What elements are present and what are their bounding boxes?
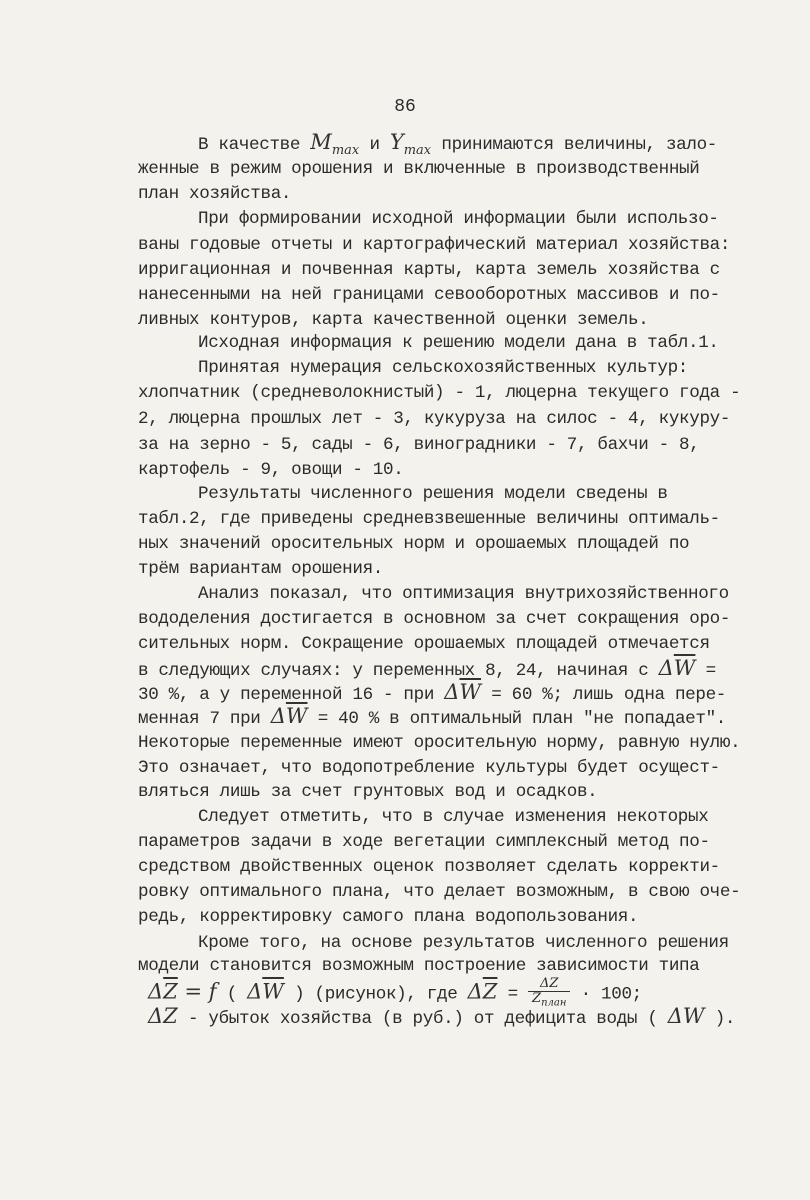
formula-delta-z: ΔZ: [148, 1004, 178, 1028]
text-line: 30 %, а у переменной 16 - при $\Delta\overline{W} = 60$ %; лишь одна пере-: [138, 680, 727, 705]
text-line: редь, корректировку самого плана водопользования.: [138, 907, 639, 927]
text-line: нанесенными на ней границами севооборотных массивов и по-: [138, 285, 720, 305]
text-line: 2, люцерна прошлых лет - 3, кукуруза на силос - 4, кукуру-: [138, 409, 731, 429]
formula-delta-w: $\Delta\overline{W}$: [658, 656, 696, 680]
text-line: вододеления достигается в основном за счет сокращения оро-: [138, 609, 731, 629]
formula-delta-z: $\Delta\overline{Z}$: [467, 979, 498, 1004]
text-line: средством двойственных оценок позволяет сделать корректи-: [138, 857, 720, 877]
text-line: модели становится возможным построение зависимости типа: [138, 956, 700, 976]
text-line: Это означает, что водопотребление культуры будет осущест-: [138, 758, 720, 778]
text-line: ваны годовые отчеты и картографический материал хозяйства:: [138, 235, 731, 255]
text-line: В качестве $M_{max}$ и $Y_{max}$ принимаются величины, зало-: [198, 130, 717, 159]
formula-delta-w: $\Delta\overline{W}$: [247, 979, 284, 1004]
text-line: Некоторые переменные имеют оросительную норму, равную нулю.: [138, 733, 741, 753]
text-line: ровку оптимального плана, что делает возможным, в свою оче-: [138, 882, 741, 902]
text-line: ирригационная и почвенная карты, карта земель хозяйства с: [138, 260, 720, 280]
formula-y-max: $Y_{max}$: [389, 130, 432, 159]
text-line: ных значений оросительных норм и орошаемых площадей по: [138, 534, 690, 554]
text-line: Анализ показал, что оптимизация внутрихозяйственного: [198, 584, 729, 604]
text-line: ливных контуров, карта качественной оценки земель.: [138, 310, 649, 330]
formula-delta-w: ΔW: [667, 1004, 705, 1028]
text-line: картофель - 9, овощи - 10.: [138, 460, 404, 480]
text-line: При формировании исходной информации были использо-: [198, 209, 719, 229]
formula-m-max: $M_{max}$: [310, 130, 360, 159]
text-line: за на зерно - 5, сады - 6, виноградники - 7, бахчи - 8,: [138, 435, 700, 455]
page-number: 86: [394, 97, 416, 117]
text-line: сительных норм. Сокращение орошаемых площадей отмечается: [138, 634, 710, 654]
text-line: менная 7 при $\Delta\overline{W} = 40$ % в оптимальный план "не попадает".: [138, 704, 727, 729]
formula-delta-z: $\Delta\overline{Z} = f$: [148, 979, 217, 1004]
text-line: Результаты численного решения модели сведены в: [198, 484, 668, 504]
text-line: в следующих случаях: у переменных 8, 24, начиная с $\Delta\overline{W}$ =: [138, 656, 716, 681]
text-line: трём вариантам орошения.: [138, 559, 383, 579]
text-line: Кроме того, на основе результатов численного решения: [198, 933, 729, 953]
text-line: параметров задачи в ходе вегетации симплексный метод по-: [138, 832, 710, 852]
text-line: план хозяйства.: [138, 184, 292, 204]
text-line: хлопчатник (средневолокнистый) - 1, люцерна текущего года -: [138, 383, 741, 403]
formula-line: $\Delta\overline{Z} = f$ ( $\Delta\overline{W}$ ) (рисунок), где $\Delta\overline{Z}$ = $\frac{\Delta Z}{Z_{план}}$ · 100;: [148, 976, 642, 1009]
formula-fraction: $\frac{\Delta Z}{Z_{план}}$: [528, 977, 570, 1011]
text-line: женные в режим орошения и включенные в производственный: [138, 159, 700, 179]
formula-delta-w: $\Delta\overline{W}$: [270, 704, 308, 728]
formula-delta-w: $\Delta\overline{W}$: [444, 680, 482, 704]
text-line: Принятая нумерация сельскохозяйственных культур:: [198, 358, 688, 378]
text-line: вляться лишь за счет грунтовых вод и осадков.: [138, 782, 598, 802]
text-line: Исходная информация к решению модели дана в табл.1.: [198, 333, 719, 353]
formula-line: ΔZ - убыток хозяйства (в руб.) от дефицита воды ( ΔW ).: [148, 1004, 736, 1029]
text-line: табл.2, где приведены средневзвешенные величины оптималь-: [138, 509, 720, 529]
text-line: Следует отметить, что в случае изменения некоторых: [198, 807, 709, 827]
